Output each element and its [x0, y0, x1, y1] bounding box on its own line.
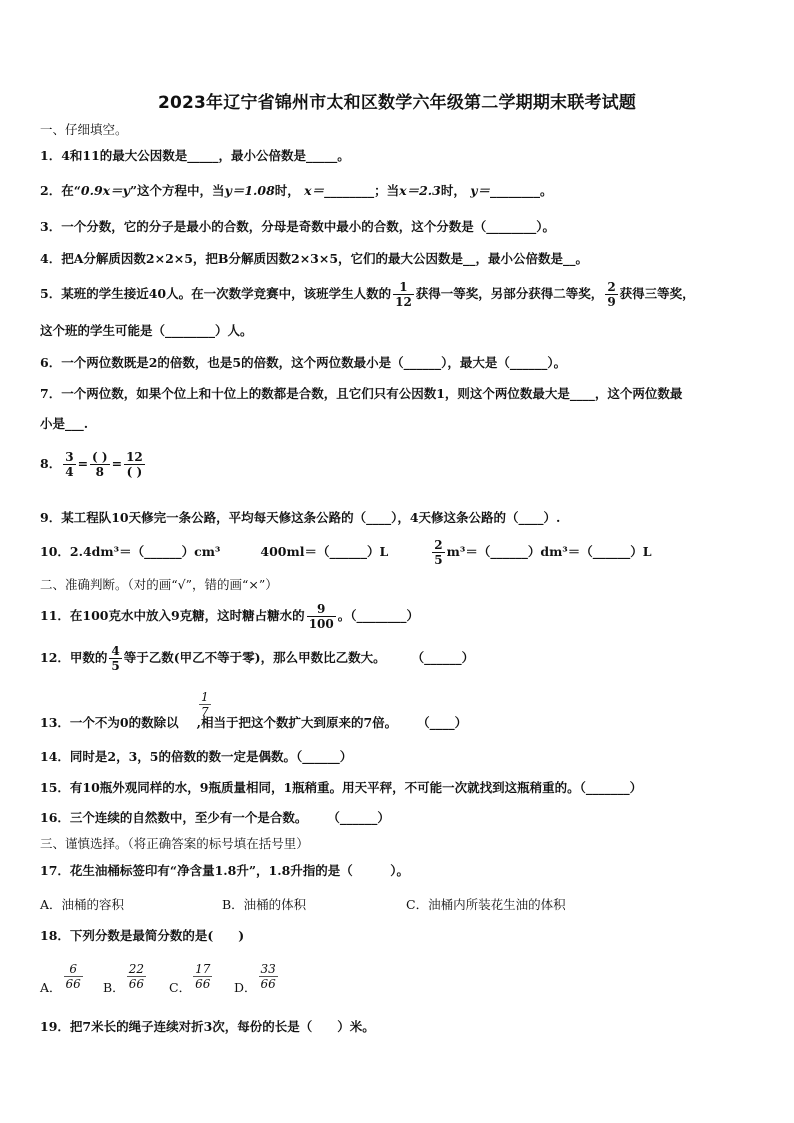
question-16: 16．三个连续的自然数中，至少有一个是合数。 （______） [40, 810, 390, 825]
fraction: $\frac{1}{7}$ [201, 690, 209, 719]
question-9: 9．某工程队10天修完一条公路，平均每天修这条公路的（____），4天修这条公路的（____）. [40, 510, 561, 525]
option-a: A．油桶的容积 [40, 897, 125, 912]
question-7-cont: 小是___. [40, 416, 89, 431]
fraction: $\frac{12}{( )}$ [126, 450, 143, 479]
option-b: B．油桶的体积 [222, 897, 307, 912]
section-heading-multiple-choice: 三、谨慎选择。（将正确答案的标号填在括号里） [40, 836, 309, 851]
question-10: 10．2.4dm³＝（______）cm³ 400ml＝（______）L $\frac{2}{5}$ m³＝（______）dm³＝（______）L [40, 538, 652, 567]
page-title: 2023年辽宁省锦州市太和区数学六年级第二学期期末联考试题 [157, 93, 637, 113]
fraction: $\frac{2}{9}$ [607, 280, 616, 309]
option-a: A． $\frac{6}{66}$ [40, 962, 81, 995]
question-7: 7．一个两位数，如果个位上和十位上的数都是合数，且它们只有公因数1，则这个两位数最大是____，这个两位数最 [40, 386, 683, 401]
fraction: $\frac{17}{66}$ [195, 962, 211, 991]
question-5: 5．某班的学生接近40人。在一次数学竞赛中，该班学生人数的 $\frac{1}{12}$ 获得一等奖，另部分获得二等奖， $\frac{2}{9}$ 获得三等奖， [40, 280, 695, 309]
question-17: 17．花生油桶标签印有“净含量1.8升”，1.8升指的是（ ）。 [40, 863, 410, 878]
question-14: 14．同时是2，3，5的倍数的数一定是偶数。（______） [40, 749, 353, 764]
option-c: C． $\frac{17}{66}$ [169, 962, 211, 995]
question-3: 3．一个分数，它的分子是最小的合数，分母是奇数中最小的合数，这个分数是（________）。 [40, 219, 555, 234]
question-1: 1．4和11的最大公因数是_____，最小公倍数是_____。 [40, 148, 350, 163]
fraction: $\frac{33}{66}$ [260, 962, 276, 991]
fraction: $\frac{2}{5}$ [434, 538, 443, 567]
fraction: $\frac{1}{12}$ [395, 280, 412, 309]
question-12: 12．甲数的 $\frac{4}{5}$ 等于乙数(甲乙不等于零)，那么甲数比乙数大。 （______） [40, 644, 475, 673]
question-15: 15．有10瓶外观同样的水，9瓶质量相同，1瓶稍重。用天平秤，不可能一次就找到这瓶稍重的。（_______） [40, 780, 643, 795]
section-heading-true-false: 二、准确判断。（对的画“√”，错的画“×”） [40, 577, 278, 592]
fraction: $\frac{9}{100}$ [308, 602, 334, 631]
option-d: D． $\frac{33}{66}$ [234, 962, 276, 995]
question-19: 19．把7米长的绳子连续对折3次，每份的长是（ ）米。 [40, 1019, 375, 1034]
question-2: 2．在“0.9x＝y”这个方程中，当y＝1.08时， x＝________；当x＝2.3时， y＝________。 [40, 183, 553, 198]
fraction: $\frac{3}{4}$ [65, 450, 74, 479]
question-11: 11．在100克水中放入9克糖，这时糖占糖水的 $\frac{9}{100}$ 。（________） [40, 602, 420, 631]
equation: 0.9x＝y [80, 183, 130, 198]
question-5-cont: 这个班的学生可能是（________）人。 [40, 323, 253, 338]
question-6: 6．一个两位数既是2的倍数，也是5的倍数，这个两位数最小是（______），最大是（______）。 [40, 355, 567, 370]
option-b: B． $\frac{22}{66}$ [103, 962, 144, 995]
section-heading-fill-blank: 一、仔细填空。 [40, 122, 128, 137]
option-c: C．油桶内所装花生油的体积 [406, 897, 566, 912]
fraction: $\frac{( )}{8}$ [92, 450, 108, 479]
question-8: 8． $\frac{3}{4}$ = $\frac{( )}{8}$ = $\frac{12}{( )}$ [40, 450, 143, 479]
fraction: $\frac{22}{66}$ [128, 962, 144, 991]
question-18: 18．下列分数是最简分数的是( ) [40, 928, 245, 943]
question-13: 13．一个不为0的数除以 ,相当于把这个数扩大到原来的7倍。 （____） [40, 715, 468, 730]
question-4: 4．把A分解质因数2×2×5，把B分解质因数2×3×5，它们的最大公因数是__，最小公倍数是__。 [40, 251, 589, 266]
fraction: $\frac{6}{66}$ [65, 962, 81, 991]
fraction: $\frac{4}{5}$ [111, 644, 120, 673]
